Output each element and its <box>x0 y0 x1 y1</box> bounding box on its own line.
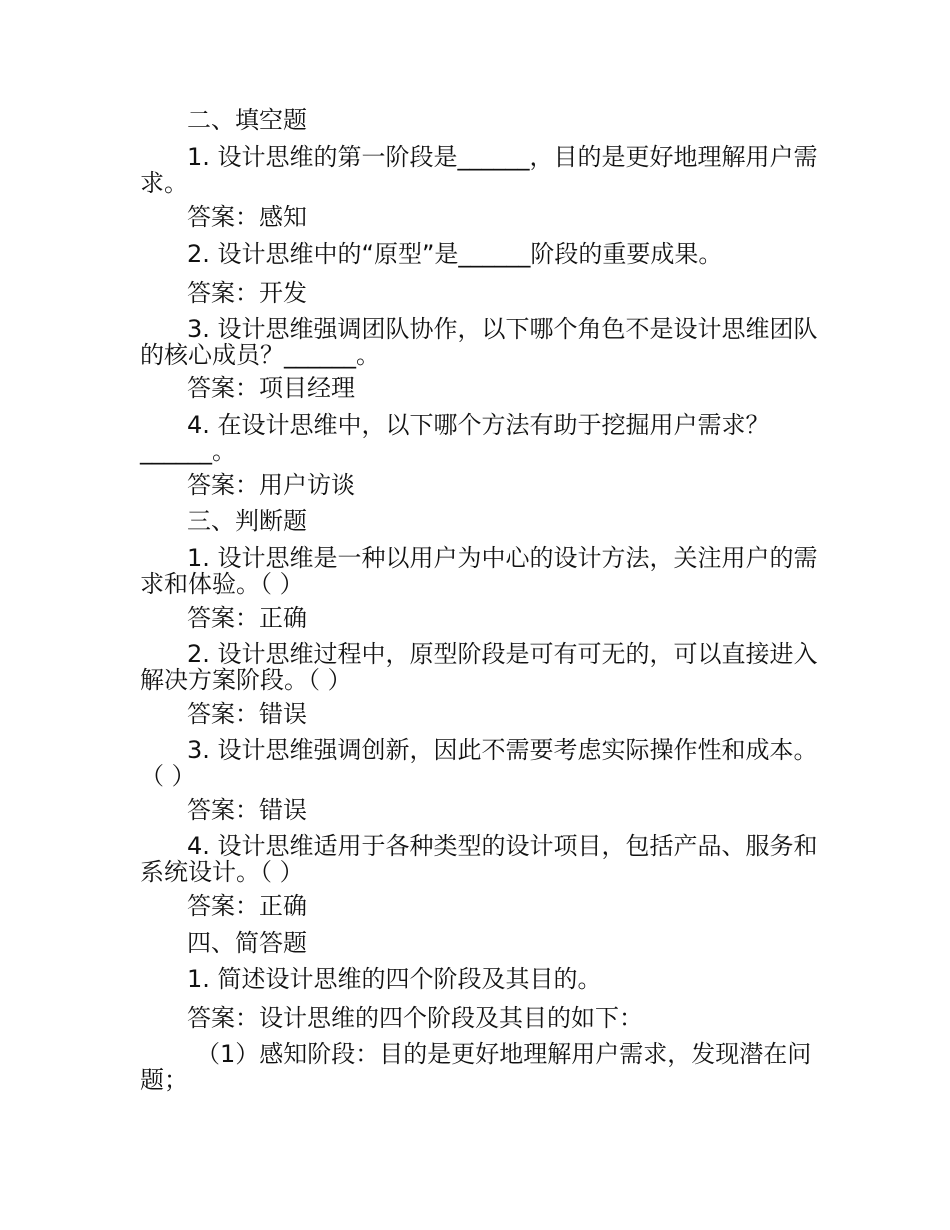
judge-question-4: 4. 设计思维适用于各种类型的设计项目，包括产品、服务和系统设计。（ ） <box>140 832 818 886</box>
judge-question-1: 1. 设计思维是一种以用户为中心的设计方法，关注用户的需求和体验。（ ） <box>140 544 818 598</box>
fill-question-2: 2. 设计思维中的“原型”是______阶段的重要成果。 <box>187 240 723 268</box>
judge-answer-2: 答案：错误 <box>187 700 307 728</box>
fill-answer-1: 答案：感知 <box>187 203 307 231</box>
judge-answer-3: 答案：错误 <box>187 796 307 824</box>
short-answer-1-point-1: （1）感知阶段：目的是更好地理解用户需求，发现潜在问题； <box>140 1040 812 1094</box>
judge-answer-1: 答案：正确 <box>187 604 307 632</box>
judge-question-2: 2. 设计思维过程中，原型阶段是可有可无的，可以直接进入解决方案阶段。（ ） <box>140 640 818 694</box>
section-heading-short-answer: 四、简答题 <box>187 929 307 957</box>
short-question-1: 1. 简述设计思维的四个阶段及其目的。 <box>187 965 602 993</box>
fill-question-4: 4. 在设计思维中，以下哪个方法有助于挖掘用户需求？______。 <box>140 411 770 465</box>
fill-answer-2: 答案：开发 <box>187 279 307 307</box>
judge-answer-4: 答案：正确 <box>187 892 307 920</box>
judge-question-3: 3. 设计思维强调创新，因此不需要考虑实际操作性和成本。（ ） <box>140 736 818 790</box>
short-answer-1-intro: 答案：设计思维的四个阶段及其目的如下： <box>187 1004 643 1032</box>
fill-question-3: 3. 设计思维强调团队协作，以下哪个角色不是设计思维团队的核心成员？______。 <box>140 315 818 369</box>
fill-question-1: 1. 设计思维的第一阶段是______，目的是更好地理解用户需求。 <box>140 143 818 197</box>
section-heading-fill-in: 二、填空题 <box>187 106 307 134</box>
section-heading-true-false: 三、判断题 <box>187 507 307 535</box>
fill-answer-4: 答案：用户访谈 <box>187 471 355 499</box>
fill-answer-3: 答案：项目经理 <box>187 374 355 402</box>
